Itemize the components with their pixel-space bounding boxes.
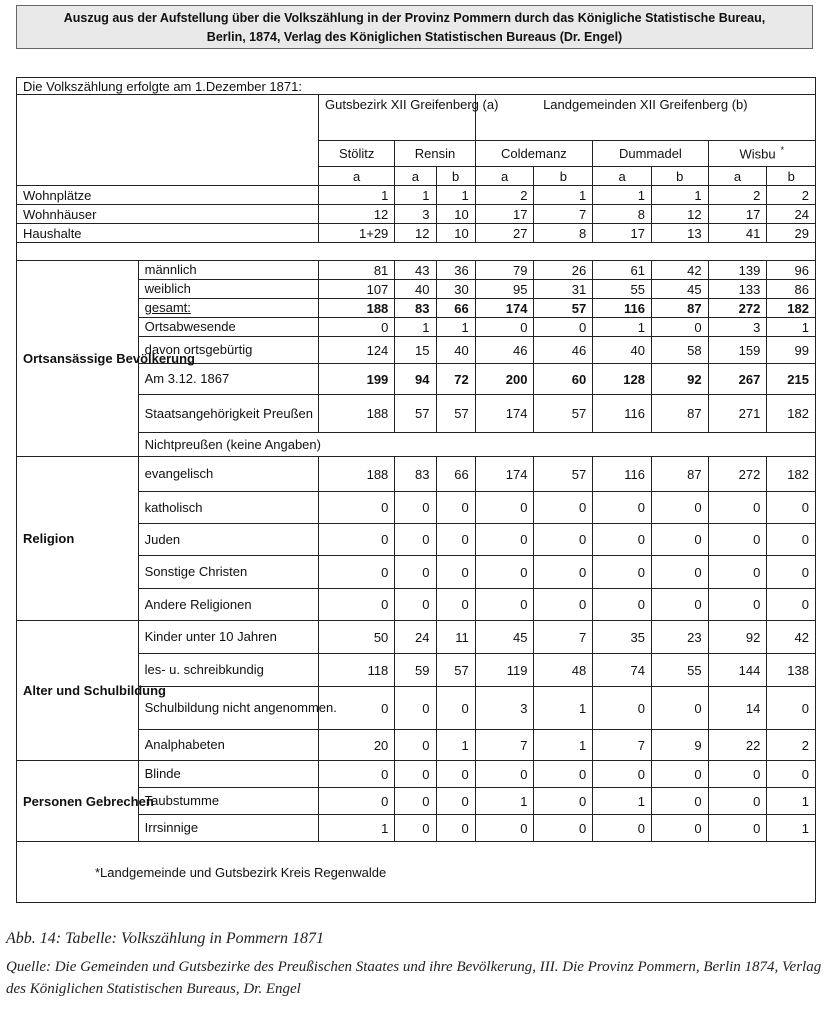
data-cell: 0 xyxy=(767,524,816,556)
data-cell: 0 xyxy=(395,556,436,589)
data-cell: 124 xyxy=(319,337,395,364)
row-label-text: davon ortsgebürtig xyxy=(144,342,253,357)
row-label-text: evangelisch xyxy=(144,466,214,481)
data-cell: 40 xyxy=(593,337,652,364)
place-coldemanz: Coldemanz xyxy=(475,141,593,167)
place-wisbu xyxy=(708,141,815,167)
figure-title: Abb. 14: Tabelle: Volkszählung in Pommern 1871 xyxy=(6,930,325,947)
row-label xyxy=(138,524,318,556)
data-cell: 35 xyxy=(593,621,652,654)
data-cell: 0 xyxy=(651,589,708,621)
data-cell: 0 xyxy=(593,815,652,842)
data-cell: 0 xyxy=(651,788,708,815)
data-cell: 0 xyxy=(651,524,708,556)
data-cell: 48 xyxy=(534,654,593,687)
row-label-text: gesamt: xyxy=(144,300,191,315)
document-header xyxy=(16,5,813,49)
data-cell: 0 xyxy=(436,524,475,556)
table-row xyxy=(17,457,816,492)
wisbu-footnote-mark: * xyxy=(780,145,785,156)
data-cell: 0 xyxy=(395,730,436,761)
data-cell: 83 xyxy=(395,457,436,492)
data-cell: 55 xyxy=(651,654,708,687)
data-cell: 0 xyxy=(651,556,708,589)
data-cell: 23 xyxy=(651,621,708,654)
data-cell: 57 xyxy=(436,654,475,687)
data-cell: 59 xyxy=(395,654,436,687)
row-label-text: Sonstige Christen xyxy=(144,564,248,579)
data-cell: 0 xyxy=(534,524,593,556)
data-cell: 188 xyxy=(319,395,395,433)
education-group-label: Alter und Schulbildung xyxy=(17,621,139,761)
row-label xyxy=(138,457,318,492)
data-cell: 66 xyxy=(436,299,475,318)
data-cell: 81 xyxy=(319,261,395,280)
data-cell: 174 xyxy=(475,395,534,433)
table-row xyxy=(17,186,816,205)
data-cell: 22 xyxy=(708,730,767,761)
data-cell: 118 xyxy=(319,654,395,687)
data-cell: 116 xyxy=(593,395,652,433)
data-cell: 0 xyxy=(436,492,475,524)
data-cell: 57 xyxy=(395,395,436,433)
data-cell: 199 xyxy=(319,364,395,395)
data-cell: 8 xyxy=(593,205,652,224)
table-row xyxy=(17,224,816,243)
data-cell: 139 xyxy=(708,261,767,280)
data-cell: 87 xyxy=(651,457,708,492)
data-cell: 0 xyxy=(708,761,767,788)
row-label: Wohnplätze xyxy=(17,186,319,205)
header-corner-2 xyxy=(17,141,319,167)
figure-caption xyxy=(6,930,826,1000)
data-cell: 107 xyxy=(319,280,395,299)
data-cell: 0 xyxy=(319,492,395,524)
data-cell: 188 xyxy=(319,299,395,318)
header-corner xyxy=(17,95,319,141)
data-cell: 0 xyxy=(475,318,534,337)
data-cell: 0 xyxy=(319,556,395,589)
data-cell: 41 xyxy=(708,224,767,243)
row-label-text: Ortsabwesende xyxy=(144,319,236,334)
data-cell: 10 xyxy=(436,224,475,243)
data-cell: 1 xyxy=(436,730,475,761)
row-label xyxy=(138,556,318,589)
row-label: Wohnhäuser xyxy=(17,205,319,224)
data-cell: 40 xyxy=(395,280,436,299)
row-label xyxy=(138,280,318,299)
data-cell: 24 xyxy=(395,621,436,654)
data-cell: 0 xyxy=(651,687,708,730)
subcol-header: a xyxy=(708,167,767,186)
subcol-header: a xyxy=(475,167,534,186)
data-cell: 0 xyxy=(436,761,475,788)
data-cell: 1 xyxy=(534,186,593,205)
data-cell: 1+29 xyxy=(319,224,395,243)
data-cell: 1 xyxy=(651,186,708,205)
data-cell: 0 xyxy=(475,589,534,621)
data-cell: 0 xyxy=(475,492,534,524)
subcol-header: b xyxy=(534,167,593,186)
data-cell: 0 xyxy=(708,815,767,842)
table-row xyxy=(17,205,816,224)
data-cell: 57 xyxy=(534,299,593,318)
data-cell: 17 xyxy=(475,205,534,224)
row-label-text: les- u. schreibkundig xyxy=(144,662,264,677)
row-label xyxy=(138,788,318,815)
data-cell: 0 xyxy=(651,761,708,788)
data-cell: 7 xyxy=(534,205,593,224)
data-cell: 42 xyxy=(767,621,816,654)
data-cell: 31 xyxy=(534,280,593,299)
data-cell: 0 xyxy=(534,788,593,815)
group-header-b: Landgemeinden XII Greifenberg (b) xyxy=(475,95,815,141)
data-cell: 17 xyxy=(708,205,767,224)
row-label-text: Irrsinnige xyxy=(144,820,199,835)
data-cell: 271 xyxy=(708,395,767,433)
data-cell: 57 xyxy=(436,395,475,433)
table-footnote: *Landgemeinde und Gutsbezirk Kreis Regenwalde xyxy=(17,842,816,903)
row-label-text: katholisch xyxy=(144,499,203,515)
place-rensin: Rensin xyxy=(395,141,475,167)
data-cell: 0 xyxy=(767,589,816,621)
data-cell: 11 xyxy=(436,621,475,654)
row-label xyxy=(138,318,318,337)
data-cell: 0 xyxy=(395,687,436,730)
data-cell: 174 xyxy=(475,457,534,492)
data-cell: 36 xyxy=(436,261,475,280)
data-cell: 3 xyxy=(395,205,436,224)
row-label xyxy=(138,492,318,524)
data-cell: 45 xyxy=(475,621,534,654)
data-cell: 0 xyxy=(395,788,436,815)
row-label-text: Kinder unter 10 Jahren xyxy=(144,629,277,644)
data-cell: 1 xyxy=(319,186,395,205)
census-table xyxy=(16,77,816,903)
data-cell: 0 xyxy=(319,589,395,621)
data-cell: 94 xyxy=(395,364,436,395)
data-cell: 79 xyxy=(475,261,534,280)
data-cell: 0 xyxy=(651,815,708,842)
data-cell: 66 xyxy=(436,457,475,492)
row-label-text: weiblich xyxy=(144,281,191,296)
data-cell: 1 xyxy=(436,186,475,205)
data-cell: 0 xyxy=(534,761,593,788)
data-cell: 12 xyxy=(651,205,708,224)
data-cell: 57 xyxy=(534,395,593,433)
data-cell: 1 xyxy=(534,730,593,761)
subcol-header: b xyxy=(651,167,708,186)
religion-group-label: Religion xyxy=(17,457,139,621)
data-cell: 0 xyxy=(436,788,475,815)
data-cell: 0 xyxy=(475,556,534,589)
intro-text: Die Volkszählung erfolgte am 1.Dezember 1871: xyxy=(17,78,816,95)
data-cell: 50 xyxy=(319,621,395,654)
row-label xyxy=(138,589,318,621)
data-cell: 215 xyxy=(767,364,816,395)
data-cell: 0 xyxy=(534,556,593,589)
data-cell: 10 xyxy=(436,205,475,224)
spacer-row xyxy=(17,243,816,261)
data-cell: 1 xyxy=(436,318,475,337)
row-label xyxy=(138,299,318,318)
table-row xyxy=(17,261,816,280)
data-cell: 92 xyxy=(708,621,767,654)
data-cell: 0 xyxy=(708,492,767,524)
data-cell: 46 xyxy=(534,337,593,364)
data-cell: 72 xyxy=(436,364,475,395)
data-cell: 0 xyxy=(593,687,652,730)
data-cell: 29 xyxy=(767,224,816,243)
data-cell: 74 xyxy=(593,654,652,687)
data-cell: 1 xyxy=(395,318,436,337)
row-label-text: Schulbildung nicht angenommen. xyxy=(144,700,337,715)
data-cell: 1 xyxy=(475,788,534,815)
subcol-header: b xyxy=(436,167,475,186)
subcol-header: b xyxy=(767,167,816,186)
data-cell: 133 xyxy=(708,280,767,299)
data-cell: 1 xyxy=(395,186,436,205)
place-wisbu-label: Wisbu xyxy=(739,146,776,162)
data-cell: 200 xyxy=(475,364,534,395)
data-cell: 26 xyxy=(534,261,593,280)
data-cell: 58 xyxy=(651,337,708,364)
data-cell: 0 xyxy=(593,556,652,589)
data-cell: 0 xyxy=(534,318,593,337)
data-cell: 0 xyxy=(708,589,767,621)
data-cell: 83 xyxy=(395,299,436,318)
data-cell: 92 xyxy=(651,364,708,395)
data-cell: 46 xyxy=(475,337,534,364)
row-label xyxy=(138,730,318,761)
data-cell: 1 xyxy=(593,186,652,205)
data-cell: 0 xyxy=(436,687,475,730)
data-cell: 0 xyxy=(708,524,767,556)
data-cell: 0 xyxy=(319,687,395,730)
data-cell: 95 xyxy=(475,280,534,299)
data-cell: 96 xyxy=(767,261,816,280)
data-cell: 138 xyxy=(767,654,816,687)
data-cell: 1 xyxy=(593,788,652,815)
row-label xyxy=(138,261,318,280)
data-cell: 12 xyxy=(395,224,436,243)
data-cell: 1 xyxy=(767,815,816,842)
data-cell: 15 xyxy=(395,337,436,364)
data-cell: 0 xyxy=(767,492,816,524)
data-cell: 14 xyxy=(708,687,767,730)
data-cell: 13 xyxy=(651,224,708,243)
data-cell: 0 xyxy=(593,492,652,524)
data-cell: 0 xyxy=(319,761,395,788)
header-corner-3 xyxy=(17,167,319,186)
row-label-text: männlich xyxy=(144,262,197,277)
data-cell: 116 xyxy=(593,457,652,492)
data-cell: 0 xyxy=(395,492,436,524)
data-cell: 27 xyxy=(475,224,534,243)
data-cell: 0 xyxy=(534,589,593,621)
data-cell: 2 xyxy=(475,186,534,205)
data-cell: 0 xyxy=(319,788,395,815)
nonprussian-note: Nichtpreußen (keine Angaben) xyxy=(138,433,815,457)
data-cell: 60 xyxy=(534,364,593,395)
data-cell: 182 xyxy=(767,299,816,318)
row-label-text: Andere Religionen xyxy=(144,596,252,612)
data-cell: 0 xyxy=(475,761,534,788)
data-cell: 0 xyxy=(593,761,652,788)
data-cell: 20 xyxy=(319,730,395,761)
table-row xyxy=(17,761,816,788)
data-cell: 30 xyxy=(436,280,475,299)
data-cell: 0 xyxy=(475,815,534,842)
data-cell: 119 xyxy=(475,654,534,687)
place-dummadel: Dummadel xyxy=(593,141,708,167)
data-cell: 7 xyxy=(593,730,652,761)
data-cell: 116 xyxy=(593,299,652,318)
data-cell: 40 xyxy=(436,337,475,364)
data-cell: 182 xyxy=(767,457,816,492)
data-cell: 188 xyxy=(319,457,395,492)
data-cell: 0 xyxy=(651,318,708,337)
data-cell: 182 xyxy=(767,395,816,433)
data-cell: 24 xyxy=(767,205,816,224)
data-cell: 1 xyxy=(534,687,593,730)
data-cell: 272 xyxy=(708,457,767,492)
data-cell: 0 xyxy=(767,556,816,589)
data-cell: 0 xyxy=(436,556,475,589)
data-cell: 7 xyxy=(534,621,593,654)
data-cell: 9 xyxy=(651,730,708,761)
data-cell: 0 xyxy=(767,761,816,788)
data-cell: 0 xyxy=(708,556,767,589)
row-label-text: Am 3.12. 1867 xyxy=(144,371,230,386)
data-cell: 0 xyxy=(395,589,436,621)
header-line-2: Berlin, 1874, Verlag des Königlichen Statistischen Bureaus (Dr. Engel) xyxy=(206,30,623,44)
row-label-text: Blinde xyxy=(144,766,181,781)
row-label xyxy=(138,364,318,395)
data-cell: 7 xyxy=(475,730,534,761)
row-label-text: Staatsangehörigkeit Preußen xyxy=(144,405,314,421)
header-line-1: Auszug aus der Aufstellung über die Volkszählung in der Provinz Pommern durch das Königliche Statistische Bureau, xyxy=(63,11,766,25)
group-header-a: Gutsbezirk XII Greifenberg (a) xyxy=(319,95,476,141)
data-cell: 61 xyxy=(593,261,652,280)
data-cell: 0 xyxy=(534,492,593,524)
data-cell: 2 xyxy=(767,186,816,205)
data-cell: 2 xyxy=(767,730,816,761)
data-cell: 0 xyxy=(593,589,652,621)
data-cell: 2 xyxy=(708,186,767,205)
data-cell: 57 xyxy=(534,457,593,492)
data-cell: 0 xyxy=(708,788,767,815)
data-cell: 0 xyxy=(436,815,475,842)
row-label-text: Taubstumme xyxy=(144,793,220,808)
data-cell: 0 xyxy=(767,687,816,730)
data-cell: 159 xyxy=(708,337,767,364)
data-cell: 17 xyxy=(593,224,652,243)
subcol-header: a xyxy=(395,167,436,186)
figure-source: Quelle: Die Gemeinden und Gutsbezirke des Preußischen Staates und ihre Bevölkerung, III. Die Provinz Pommern, Berlin 1874, Verlag des Königlichen Statistischen Bureaus, Dr. Engel xyxy=(6,959,822,997)
row-label xyxy=(138,621,318,654)
data-cell: 3 xyxy=(708,318,767,337)
data-cell: 55 xyxy=(593,280,652,299)
data-cell: 0 xyxy=(436,589,475,621)
population-group-label: Ortsansässige Bevölkerung xyxy=(17,261,139,457)
table-row xyxy=(17,621,816,654)
data-cell: 1 xyxy=(593,318,652,337)
data-cell: 144 xyxy=(708,654,767,687)
row-label xyxy=(138,761,318,788)
data-cell: 8 xyxy=(534,224,593,243)
data-cell: 43 xyxy=(395,261,436,280)
data-cell: 128 xyxy=(593,364,652,395)
row-label xyxy=(138,395,318,433)
row-label xyxy=(138,815,318,842)
data-cell: 0 xyxy=(593,524,652,556)
data-cell: 0 xyxy=(395,761,436,788)
data-cell: 174 xyxy=(475,299,534,318)
data-cell: 87 xyxy=(651,299,708,318)
data-cell: 272 xyxy=(708,299,767,318)
data-cell: 1 xyxy=(319,815,395,842)
data-cell: 42 xyxy=(651,261,708,280)
place-stoelitz: Stölitz xyxy=(319,141,395,167)
row-label: Haushalte xyxy=(17,224,319,243)
data-cell: 99 xyxy=(767,337,816,364)
data-cell: 0 xyxy=(475,524,534,556)
data-cell: 12 xyxy=(319,205,395,224)
data-cell: 1 xyxy=(767,788,816,815)
data-cell: 0 xyxy=(395,524,436,556)
data-cell: 86 xyxy=(767,280,816,299)
data-cell: 0 xyxy=(534,815,593,842)
subcol-header: a xyxy=(593,167,652,186)
row-label xyxy=(138,654,318,687)
data-cell: 0 xyxy=(319,524,395,556)
row-label-text: Juden xyxy=(144,531,181,547)
disabilities-group-label: Personen Gebrechen xyxy=(17,761,139,842)
data-cell: 45 xyxy=(651,280,708,299)
data-cell: 1 xyxy=(767,318,816,337)
data-cell: 0 xyxy=(319,318,395,337)
subcol-header: a xyxy=(319,167,395,186)
data-cell: 0 xyxy=(395,815,436,842)
data-cell: 0 xyxy=(651,492,708,524)
data-cell: 87 xyxy=(651,395,708,433)
data-cell: 3 xyxy=(475,687,534,730)
row-label-text: Analphabeten xyxy=(144,737,225,752)
data-cell: 267 xyxy=(708,364,767,395)
